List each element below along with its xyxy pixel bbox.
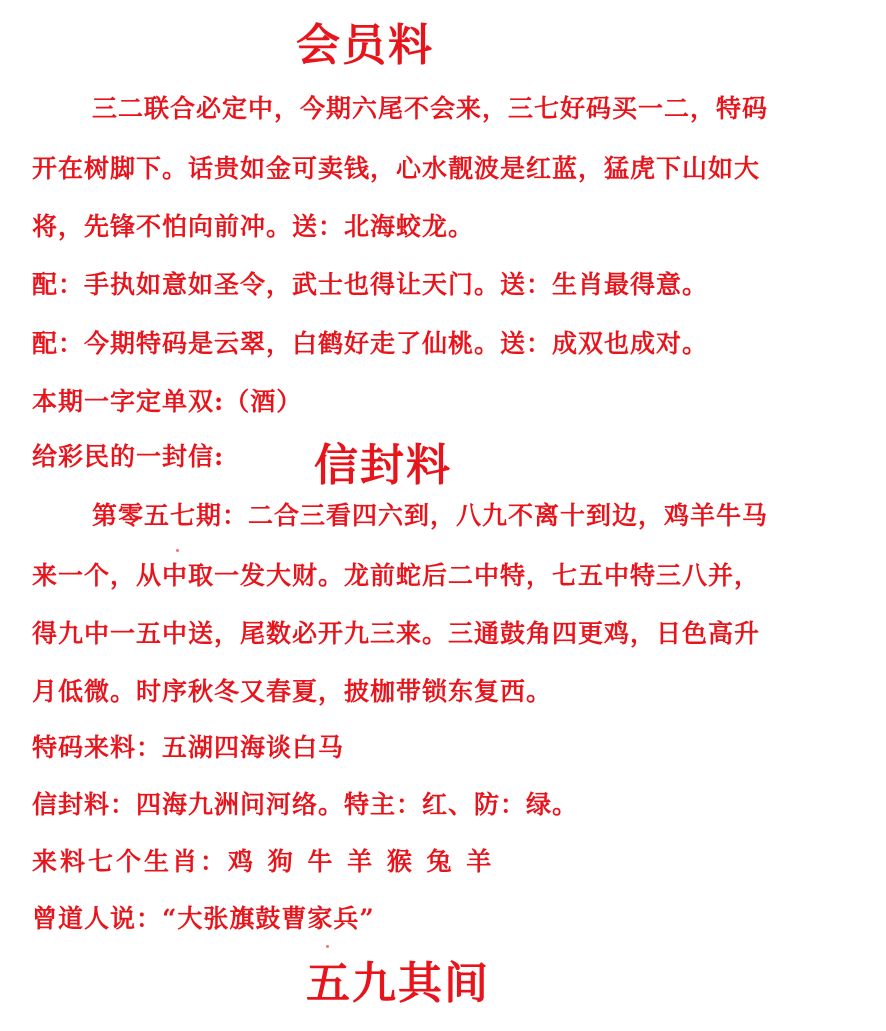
envelope-paragraph-line-2: 来一个，从中取一发大财。龙前蛇后二中特，七五中特三八并， [32, 561, 761, 590]
pei-line-1: 配：手执如意如圣令，武士也得让天门。送：生肖最得意。 [32, 270, 709, 299]
speck-mark [176, 549, 179, 552]
pei-line-2: 配：今期特码是云翠，白鹤好走了仙桃。送：成双也成对。 [32, 329, 709, 358]
envelope-paragraph-line-1: 第零五七期：二合三看四六到，八九不离十到边，鸡羊牛马 [92, 501, 769, 530]
members-paragraph-line-1: 三二联合必定中，今期六尾不会来，三七好码买一二，特码 [92, 94, 769, 123]
members-paragraph-line-2: 开在树脚下。话贵如金可卖钱，心水靓波是红蓝，猛虎下山如大 [32, 154, 761, 183]
envelope-paragraph-line-4: 月低微。时序秋冬又春夏，披枷带锁东复西。 [32, 677, 553, 706]
members-title: 会员料 [296, 20, 434, 71]
zodiacs-line: 来料七个生肖：鸡 狗 牛 羊 猴 兔 羊 [32, 847, 495, 876]
bottom-title: 五九其间 [306, 958, 490, 1009]
letter-label: 给彩民的一封信: [32, 442, 225, 471]
speck-mark [326, 945, 329, 948]
members-paragraph-line-3: 将，先锋不怕向前冲。送：北海蛟龙。 [32, 212, 475, 241]
envelope-info-line: 信封料：四海九洲问河络。特主：红、防：绿。 [32, 790, 579, 819]
taoist-says-line: 曾道人说：“大张旗鼓曹家兵” [32, 904, 375, 933]
special-code-line: 特码来料：五湖四海谈白马 [32, 733, 345, 762]
single-double-line: 本期一字定单双:（酒） [32, 387, 303, 416]
envelope-title: 信封料 [314, 440, 452, 491]
envelope-paragraph-line-3: 得九中一五中送，尾数必开九三来。三通鼓角四更鸡，日色高升 [32, 619, 761, 648]
